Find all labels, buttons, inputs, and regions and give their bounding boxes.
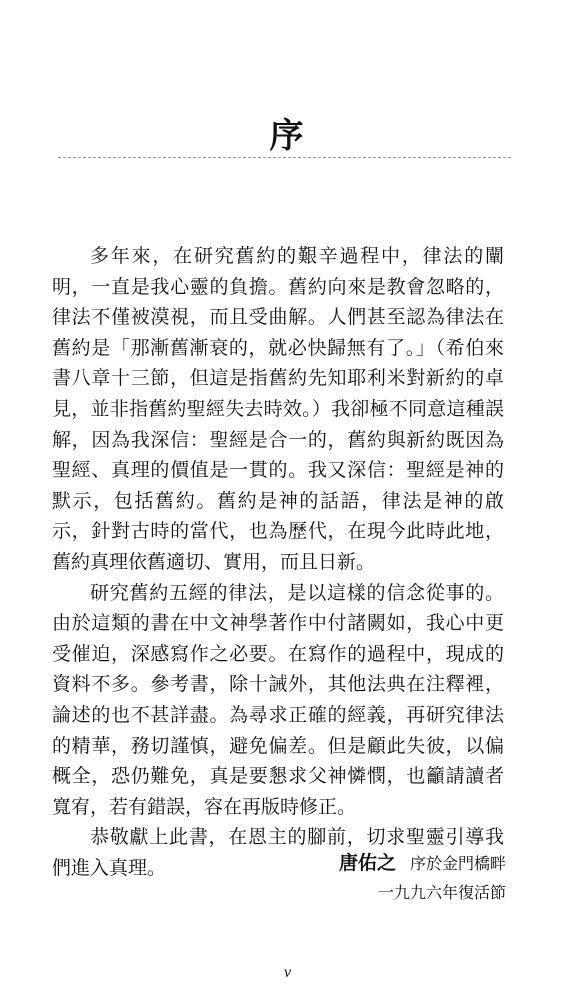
preface-body [52,241,504,883]
paragraph-3: 恭敬獻上此書，在恩主的腳前，切求聖靈引導我們進入真理。 [52,826,504,879]
signature-line [339,848,506,875]
signature-place: 序於金門橋畔 [409,854,506,873]
paragraph-2: 研究舊約五經的律法，是以這樣的信念從事的。由於這類的書在中文神學著作中付諸闕如，我心中更受催迫，深感寫作之必要。在寫作的過程中，現成的資料不多。參考書，除十誡外，其他法典在注釋裡，論述的也不甚詳盡。為尋求正確的經義，再研究律法的精華，務切謹慎，避免偏差。但是顧此失彼，以偏概全，恐仍難免，真是要懇求父神憐憫，也籲請讀者寬宥，若有錯誤，容在再版時修正。 [52,581,504,818]
author-name: 唐佑之 [338,852,396,874]
page-number: v [283,964,292,981]
title-divider [58,157,511,158]
signature-date: 一九九六年復活節 [377,883,506,902]
page-title: 序 [269,116,306,156]
paragraph-1: 多年來，在研究舊約的艱辛過程中，律法的闡明，一直是我心靈的負擔。舊約向來是教會忽略的，律法不僅被漠視，而且受曲解。人們甚至認為律法在舊約是「那漸舊漸衰的，就必快歸無有了。」（希伯來書八章十三節，但這是指舊約先知耶利米對新約的卓見，並非指舊約聖經失去時效。）我卻極不同意這種誤解，因為我深信：聖經是合一的，舊約與新約既因為聖經、真理的價值是一貫的。我又深信：聖經是神的默示，包括舊約。舊約是神的話語，律法是神的啟示，針對古時的當代，也為歷代，在現今此時此地，舊約真理依舊適切、實用，而且日新。 [52,245,504,573]
